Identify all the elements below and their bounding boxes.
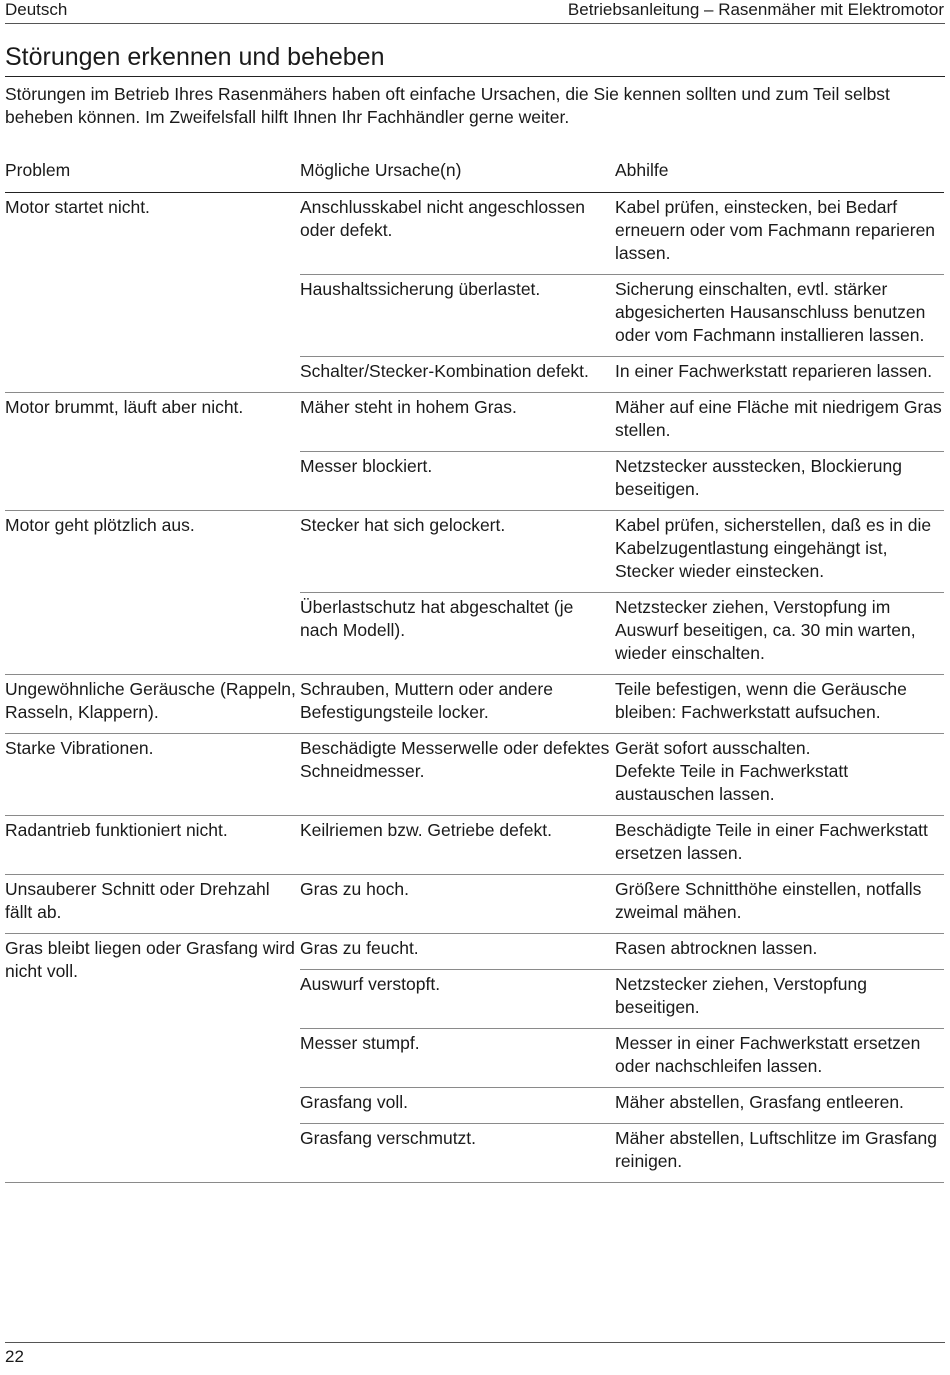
remedy-cell: Mäher auf eine Fläche mit niedrigem Gras stellen. xyxy=(615,397,942,440)
section-title: Störungen erkennen und beheben xyxy=(5,43,385,71)
cause-cell: Keilriemen bzw. Getriebe defekt. xyxy=(300,820,552,840)
page-number: 22 xyxy=(5,1347,24,1366)
cause-cell: Haushaltssicherung überlastet. xyxy=(300,279,541,299)
remedy-cell: Mäher abstellen, Grasfang entleeren. xyxy=(615,1092,904,1112)
table-row xyxy=(300,934,944,969)
remedy-cell: Kabel prüfen, sicherstellen, daß es in die Kabelzugentlastung eingehängt ist, Stecker wieder einstecken. xyxy=(615,515,932,581)
cause-cell: Stecker hat sich gelockert. xyxy=(300,515,506,535)
cause-cell: Überlastschutz hat abgeschaltet (je nach Modell). xyxy=(300,597,574,640)
cause-remedy-list xyxy=(300,675,944,733)
cause-cell: Messer stumpf. xyxy=(300,1033,420,1053)
troubleshooting-table xyxy=(5,158,944,1183)
remedy-cell: Beschädigte Teile in einer Fachwerkstatt ersetzen lassen. xyxy=(615,820,928,863)
cause-cell: Schalter/Stecker-Kombination defekt. xyxy=(300,361,589,381)
cause-remedy-list xyxy=(300,875,944,933)
column-header-remedy: Abhilfe xyxy=(615,160,669,180)
problem-group xyxy=(5,816,944,875)
cause-remedy-list xyxy=(300,511,944,674)
table-row xyxy=(300,511,944,592)
remedy-cell: Mäher abstellen, Luftschlitze im Grasfang reinigen. xyxy=(615,1128,937,1171)
table-row xyxy=(300,1028,944,1087)
column-header-cause: Mögliche Ursache(n) xyxy=(300,160,462,180)
table-body xyxy=(5,193,944,1183)
cause-cell: Schrauben, Muttern oder andere Befestigungsteile locker. xyxy=(300,679,553,722)
remedy-cell: Netzstecker ziehen, Verstopfung im Auswurf beseitigen, ca. 30 min warten, wieder einschalten. xyxy=(615,597,916,663)
cause-cell: Grasfang voll. xyxy=(300,1092,408,1112)
problem-cell: Starke Vibrationen. xyxy=(5,738,154,758)
problem-cell: Radantrieb funktioniert nicht. xyxy=(5,820,228,840)
table-row xyxy=(300,193,944,274)
problem-group xyxy=(5,193,944,393)
header-language: Deutsch xyxy=(5,0,68,19)
cause-remedy-list xyxy=(300,816,944,874)
problem-cell: Unsauberer Schnitt oder Drehzahl fällt ab. xyxy=(5,879,270,922)
remedy-cell: Netzstecker ziehen, Verstopfung beseitigen. xyxy=(615,974,867,1017)
table-row xyxy=(300,969,944,1028)
column-header-problem: Problem xyxy=(5,160,71,180)
cause-remedy-list xyxy=(300,193,944,392)
cause-cell: Gras zu feucht. xyxy=(300,938,419,958)
remedy-cell: Rasen abtrocknen lassen. xyxy=(615,938,818,958)
table-row xyxy=(300,393,944,451)
remedy-cell: Gerät sofort ausschalten. Defekte Teile in Fachwerkstatt austauschen lassen. xyxy=(615,738,849,804)
header-divider xyxy=(5,23,945,24)
problem-group xyxy=(5,875,944,934)
remedy-cell: Sicherung einschalten, evtl. stärker abgesicherten Hausanschluss benutzen oder vom Fachmann installieren lassen. xyxy=(615,279,926,345)
problem-cell: Ungewöhnliche Geräusche (Rappeln, Rasseln, Klappern). xyxy=(5,679,296,722)
cause-remedy-list xyxy=(300,393,944,510)
remedy-cell: Messer in einer Fachwerkstatt ersetzen oder nachschleifen lassen. xyxy=(615,1033,921,1076)
table-row xyxy=(300,675,944,733)
problem-cell: Motor geht plötzlich aus. xyxy=(5,515,195,535)
cause-cell: Grasfang verschmutzt. xyxy=(300,1128,477,1148)
section-intro: Störungen im Betrieb Ihres Rasenmähers haben oft einfache Ursachen, die Sie kennen sollten und zum Teil selbst beheben können. Im Zweifelsfall hilft Ihnen Ihr Fachhändler gerne weiter. xyxy=(5,84,890,127)
cause-cell: Anschlusskabel nicht angeschlossen oder defekt. xyxy=(300,197,586,240)
table-row xyxy=(300,875,944,933)
table-row xyxy=(300,734,944,815)
table-row xyxy=(300,816,944,874)
footer-divider xyxy=(5,1342,945,1343)
table-row xyxy=(300,592,944,674)
remedy-cell: Teile befestigen, wenn die Geräusche bleiben: Fachwerkstatt aufsuchen. xyxy=(615,679,907,722)
title-divider xyxy=(5,76,945,77)
problem-cell: Motor brummt, läuft aber nicht. xyxy=(5,397,244,417)
remedy-cell: Größere Schnitthöhe einstellen, notfalls zweimal mähen. xyxy=(615,879,922,922)
problem-group xyxy=(5,934,944,1183)
header-document-title: Betriebsanleitung – Rasenmäher mit Elektromotor xyxy=(567,0,944,19)
table-row xyxy=(300,1123,944,1182)
table-header-row xyxy=(5,158,944,193)
remedy-cell: Netzstecker ausstecken, Blockierung beseitigen. xyxy=(615,456,902,499)
cause-remedy-list xyxy=(300,734,944,815)
problem-group xyxy=(5,675,944,734)
problem-group xyxy=(5,511,944,675)
cause-cell: Gras zu hoch. xyxy=(300,879,409,899)
cause-remedy-list xyxy=(300,934,944,1182)
problem-group xyxy=(5,393,944,511)
table-row xyxy=(300,1087,944,1123)
cause-cell: Messer blockiert. xyxy=(300,456,433,476)
table-row xyxy=(300,356,944,392)
cause-cell: Beschädigte Messerwelle oder defektes Schneidmesser. xyxy=(300,738,610,781)
table-row xyxy=(300,274,944,356)
remedy-cell: In einer Fachwerkstatt reparieren lassen. xyxy=(615,361,933,381)
problem-cell: Motor startet nicht. xyxy=(5,197,150,217)
remedy-cell: Kabel prüfen, einstecken, bei Bedarf erneuern oder vom Fachmann reparieren lassen. xyxy=(615,197,936,263)
problem-group xyxy=(5,734,944,816)
cause-cell: Mäher steht in hohem Gras. xyxy=(300,397,517,417)
cause-cell: Auswurf verstopft. xyxy=(300,974,441,994)
table-row xyxy=(300,451,944,510)
problem-cell: Gras bleibt liegen oder Grasfang wird nicht voll. xyxy=(5,938,295,981)
